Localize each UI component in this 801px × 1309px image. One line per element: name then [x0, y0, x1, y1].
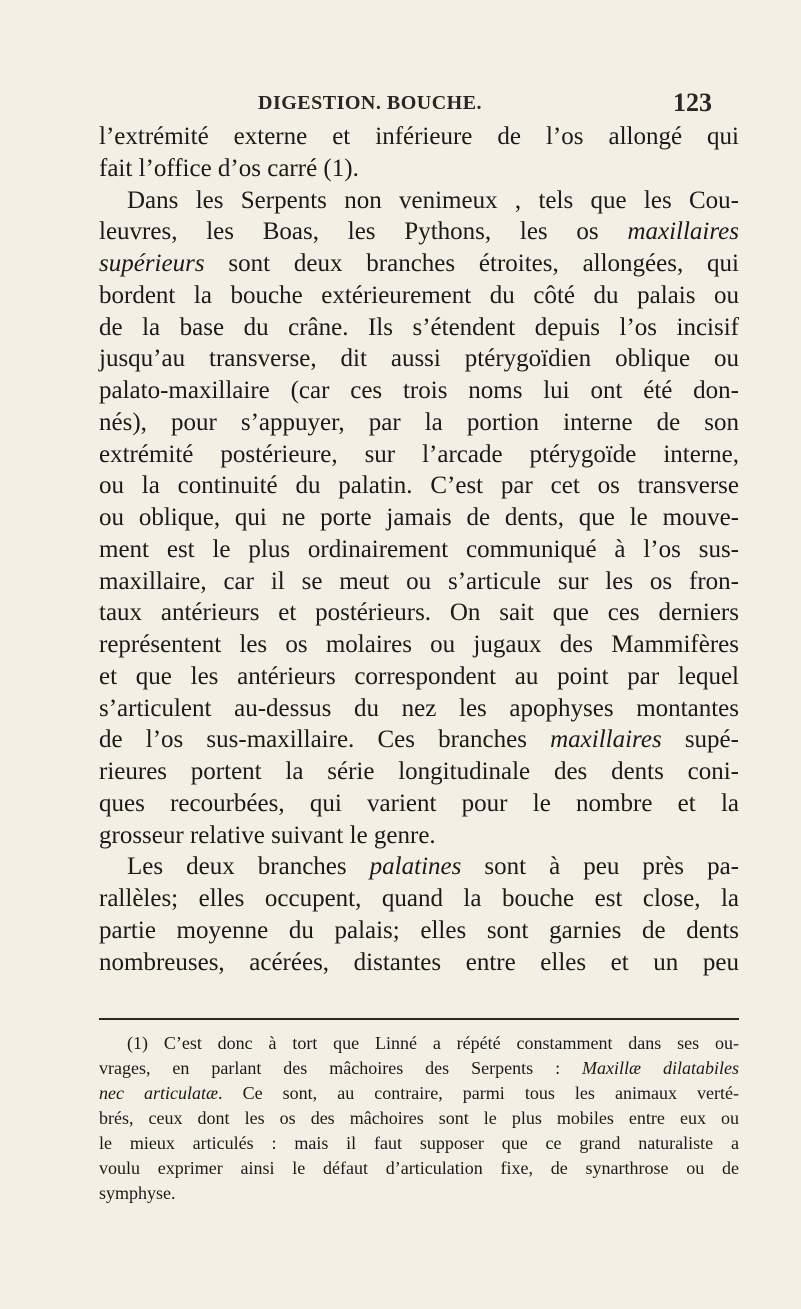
text-line: jusqu’au transverse, dit aussi ptérygoïdien oblique ou [99, 345, 739, 373]
text-line: palato-maxillaire (car ces trois noms lui ont été don- [99, 377, 739, 404]
page-number: 123 [673, 88, 712, 117]
text-line: maxillaire, car il se meut ou s’articule sur les os fron- [99, 567, 739, 595]
text-line: de l’os sus-maxillaire. Ces branches maxillaires supé- [99, 726, 739, 754]
footnote-line: brés, ceux dont les os des mâchoires sont le plus mobiles entre eux ou [99, 1108, 739, 1128]
footnote-line: symphyse. [99, 1183, 176, 1203]
text-line: ou oblique, qui ne porte jamais de dents, que le mouve- [99, 504, 739, 531]
text-line: et que les antérieurs correspondent au point par lequel [99, 662, 739, 690]
text-line: s’articulent au-dessus du nez les apophyses montantes [99, 694, 739, 722]
text-line: Les deux branches palatines sont à peu près pa- [127, 853, 739, 881]
footnote-separator [99, 1018, 739, 1020]
text-line: rieures portent la série longitudinale des dents coni- [99, 758, 739, 785]
text-line: ment est le plus ordinairement communiqué à l’os sus- [99, 535, 739, 563]
footnote-line: le mieux articulés : mais il faut supposer que ce grand naturaliste a [99, 1133, 739, 1153]
text-line: grosseur relative suivant le genre. [99, 821, 436, 849]
text-line: supérieurs sont deux branches étroites, allongées, qui [99, 250, 739, 277]
footnote-line: voulu exprimer ainsi le défaut d’articulation fixe, de synarthrose ou de [99, 1158, 739, 1178]
footnote-line: vrages, en parlant des mâchoires des Serpents : Maxillæ dilatabiles [99, 1058, 739, 1078]
text-line: fait l’office d’os carré (1). [99, 154, 359, 182]
text-line: taux antérieurs et postérieurs. On sait que ces derniers [99, 599, 739, 627]
text-line: de la base du crâne. Ils s’étendent depuis l’os incisif [99, 313, 739, 341]
running-header [100, 88, 740, 122]
text-line: ques recourbées, qui varient pour le nombre et la [99, 789, 739, 817]
running-title: DIGESTION. BOUCHE. [258, 92, 483, 114]
text-line: l’extrémité externe et inférieure de l’os allongé qui [99, 123, 739, 150]
text-line: Dans les Serpents non venimeux , tels que les Cou- [127, 186, 739, 214]
footnote-line: (1) C’est donc à tort que Linné a répété constamment dans ses ou- [127, 1033, 739, 1053]
text-line: nés), pour s’appuyer, par la portion interne de son [99, 408, 739, 436]
text-line: extrémité postérieure, sur l’arcade ptérygoïde interne, [99, 440, 739, 468]
text-line: partie moyenne du palais; elles sont garnies de dents [99, 916, 739, 944]
text-line: ou la continuité du palatin. C’est par cet os transverse [99, 472, 739, 500]
footnote-line: nec articulatæ. Ce sont, au contraire, parmi tous les animaux verté- [99, 1083, 739, 1103]
footnote [99, 1031, 739, 1206]
text-line: bordent la bouche extérieurement du côté du palais ou [99, 281, 739, 309]
text-line: représentent les os molaires ou jugaux des Mammifères [99, 631, 739, 658]
main-text [99, 121, 739, 978]
text-line: rallèles; elles occupent, quand la bouche est close, la [99, 885, 739, 912]
text-line: leuvres, les Boas, les Pythons, les os maxillaires [99, 218, 739, 246]
text-line: nombreuses, acérées, distantes entre elles et un peu [99, 948, 739, 976]
